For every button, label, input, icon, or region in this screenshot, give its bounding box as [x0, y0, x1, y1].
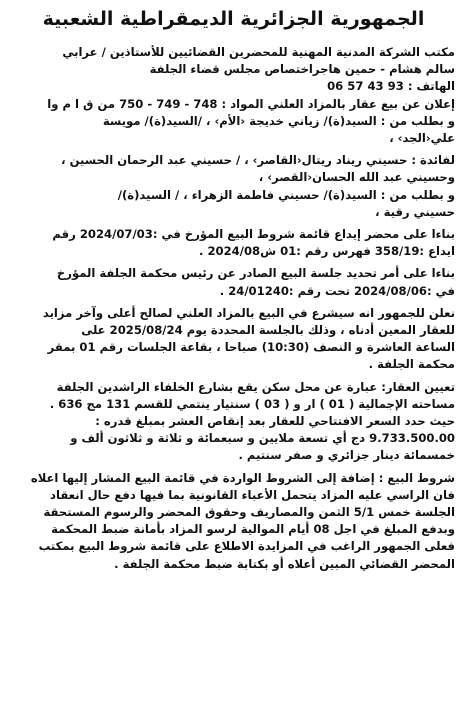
order-line-1: بناءا على أمر تحديد جلسة البيع الصادر عن رئيس محكمة الجلفة المؤرخ	[56, 266, 455, 281]
announcement-line-3: علي‹الجد› ،	[389, 131, 455, 146]
conditions-line-1: شروط البيع : إضافة إلى الشروط الواردة في قائمة البيع المشار إليها اعلاه	[30, 470, 455, 485]
announcement-section	[12, 96, 455, 148]
conditions-section	[12, 470, 455, 573]
minutes-line-1: بناءا على محضر إيداع قائمة شروط البيع المؤرخ في :2024/07/03 رقم	[52, 227, 455, 242]
announcement-line-2: و بطلب من : السيد(ة)/ زياني خديجة ‹الأم› ، /السيد(ة)/ مويسة	[102, 113, 455, 128]
price-line-3: خمسمائة دينار جزائري و صفر سنتيم .	[238, 448, 455, 463]
beneficiaries-line-4: حسيني رقية ،	[375, 204, 455, 219]
order-section	[12, 265, 455, 299]
price-line-2: 9.733.500.00 دج أي تسعة ملايين و سبعمائة و ثلاثة و ثلاثون ألف و	[70, 431, 455, 446]
page-title: الجمهورية الجزائرية الديمقراطية الشعبية	[42, 8, 425, 30]
conditions-line-4: وبدفع المبلغ في اجل 08 أيام الموالية لرسو المزاد بأمانة ضبط المحكمة	[51, 522, 455, 537]
office-phone: الهاتف : 93 43 57 06	[327, 79, 455, 94]
notice-line-4: محكمة الجلفة .	[368, 357, 455, 372]
conditions-line-6: المحضر القضائي المبين أعلاه أو بكتابة ضبط محكمة الجلفة .	[114, 556, 455, 571]
minutes-section	[12, 226, 455, 260]
minutes-line-2: ايداع :358/19 فهرس رقم :01 ش2024/08 .	[198, 244, 455, 259]
property-line-2: مساحته الإجمالية ( 01 ) ار و ( 03 ) سنتيار ينتمي للقسم 131 مج 636 .	[49, 396, 455, 411]
beneficiaries-line-3: و بطلب من : السيد(ة)/ حسيني فاطمة الزهراء ، / السيد(ة)/	[117, 187, 455, 202]
conditions-line-2: فان الراسي عليه المزاد يتحمل الأعباء القانونية بما فيها دفع حال انعقاد	[50, 487, 455, 502]
order-line-2: في :2024/08/06 تحت رقم :24/01240 .	[219, 283, 455, 298]
property-section	[12, 379, 455, 413]
conditions-line-3: الجلسة خمس 5/1 الثمن والمصاريف وحقوق المحضر والرسوم المستحقة	[43, 505, 455, 520]
beneficiaries-line-2: وحسيني عبد الله الحسان‹القصر› ،	[258, 170, 455, 185]
office-section	[12, 44, 455, 96]
conditions-line-5: فعلى الجمهور الراغب في المزايدة الاطلاع على قائمة شروط البيع بمكتب	[38, 539, 455, 554]
notice-line-2: للعقار المعين أدناه ، وذلك بالجلسة المحددة يوم 2025/08/24 على	[81, 323, 455, 338]
property-line-1: تعيين العقار: عبارة عن محل سكن يقع بشارع الخلفاء الراشدين الجلفة	[56, 379, 455, 394]
notice-line-1: نعلن للجمهور انه سيشرع في البيع بالمزاد العلني لصالح أعلى وآخر مزايد	[42, 305, 455, 320]
announcement-line-1: إعلان عن بيع عقار بالمزاد العلني المواد : 748 - 749 - 750 من ق ا م وا	[47, 96, 455, 111]
price-line-1: حيث حدد السعر الافتتاحي للعقار بعد إنقاص العشر بمبلغ قدره :	[95, 414, 455, 429]
notice-section	[12, 305, 455, 374]
beneficiaries-line-1: لفائدة : حسيني ريناد ريتال‹القاصر› ، / حسيني عبد الرحمان الحسين ،	[61, 153, 455, 168]
beneficiaries-section	[12, 152, 455, 221]
price-section	[12, 413, 455, 465]
office-line-1: مكتب الشركة المدنية المهنية للمحضرين القضائيين للأستاذين / عرابي	[62, 45, 455, 59]
notice-line-3: الساعة العاشرة و النصف (10:30) صباحا ، بقاعة الجلسات رقم 01 بمقر	[47, 340, 455, 355]
office-line-2: سالم هشام - حمين هاجراختصاص مجلس قضاء الجلفة	[149, 62, 455, 77]
